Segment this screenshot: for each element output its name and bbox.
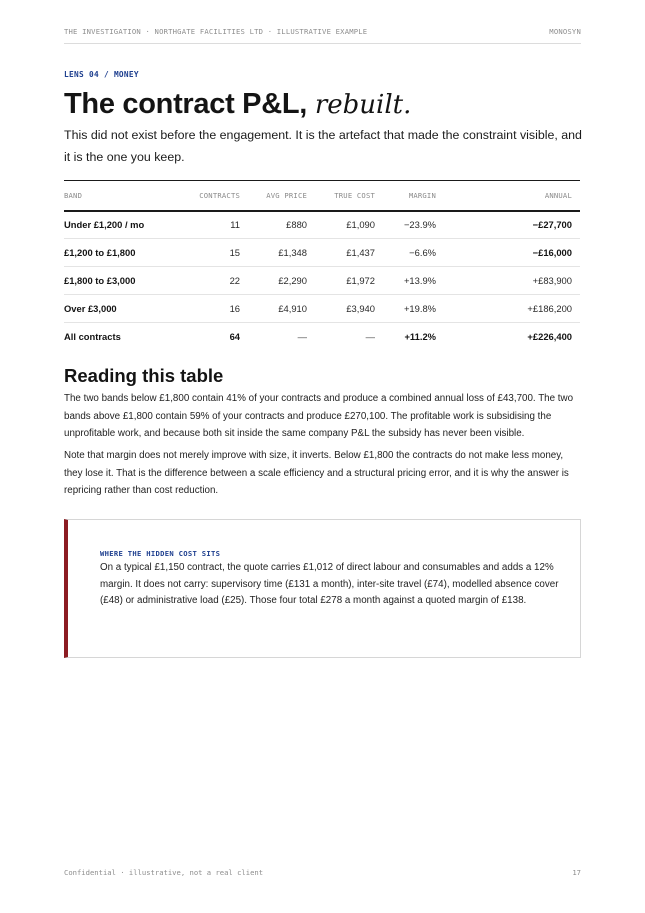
contracts-cell: 16: [197, 295, 248, 323]
margin-cell: −23.9%: [383, 211, 444, 239]
column-header-avg-price: AVG PRICE: [248, 181, 315, 211]
margin-cell: +13.9%: [383, 267, 444, 295]
total-annual-cell: +£226,400: [527, 331, 572, 343]
callout-box: [64, 519, 581, 658]
contracts-cell: 11: [197, 211, 248, 239]
page-number: 17: [572, 868, 581, 877]
total-band-cell: All contracts: [64, 331, 121, 343]
true-cost-cell: £1,972: [315, 267, 383, 295]
table-total-row: [64, 323, 580, 351]
margin-cell: +19.8%: [383, 295, 444, 323]
table-row: [64, 211, 580, 239]
callout-text: On a typical £1,150 contract, the quote carries £1,012 of direct labour and consumables and adds a 12% margin. It does not carry: supervisory time (£131 a month), inter-site travel (£74), modelled absence cover (£48) or administrative load (£25). Those four total £278 a month against a quoted margin of £138.: [100, 562, 559, 606]
column-header-band: BAND: [64, 181, 197, 211]
true-cost-cell: £3,940: [315, 295, 383, 323]
total-avg-price-cell: —: [297, 331, 307, 343]
contract-pl-table: [64, 180, 580, 351]
callout-label: WHERE THE HIDDEN COST SITS: [100, 549, 221, 558]
body-paragraph: Note that margin does not merely improve with size, it inverts. Below £1,800 the contracts do not make less money, they lose it. That is the difference between a scale efficiency and a structural pricing error, and it is why the answer is repricing rather than cost reduction.: [64, 450, 569, 496]
contracts-cell: 15: [197, 239, 248, 267]
table-row: [64, 239, 580, 267]
band-cell: £1,200 to £1,800: [64, 239, 197, 267]
band-cell: Over £3,000: [64, 295, 197, 323]
avg-price-cell: £1,348: [248, 239, 315, 267]
avg-price-cell: £2,290: [248, 267, 315, 295]
running-header-brand: MONOSYN: [549, 27, 581, 36]
column-header-annual: ANNUAL: [444, 181, 580, 211]
page-title: [64, 88, 411, 121]
page-footer: [64, 868, 581, 877]
avg-price-cell: £880: [248, 211, 315, 239]
band-cell: Under £1,200 / mo: [64, 211, 197, 239]
total-true-cost-cell: —: [365, 331, 375, 343]
margin-cell: −6.6%: [383, 239, 444, 267]
column-header-margin: MARGIN: [383, 181, 444, 211]
table-header-row: [64, 181, 580, 211]
true-cost-cell: £1,437: [315, 239, 383, 267]
column-header-true-cost: TRUE COST: [315, 181, 383, 211]
annual-cell: +£186,200: [444, 295, 580, 323]
annual-cell: +£83,900: [444, 267, 580, 295]
table-row: [64, 295, 580, 323]
true-cost-cell: £1,090: [315, 211, 383, 239]
footer-note: Confidential · illustrative, not a real client: [64, 868, 264, 877]
table-row: [64, 267, 580, 295]
section-heading: Reading this table: [64, 365, 224, 386]
header-divider: [64, 43, 581, 44]
lens-label: LENS 04 / MONEY: [64, 70, 139, 79]
running-header-left: THE INVESTIGATION · NORTHGATE FACILITIES LTD · ILLUSTRATIVE EXAMPLE: [64, 27, 368, 36]
running-header: [64, 27, 581, 36]
total-margin-cell: +11.2%: [404, 331, 436, 343]
avg-price-cell: £4,910: [248, 295, 315, 323]
page-title-main: The contract P&L,: [64, 88, 315, 120]
contracts-cell: 22: [197, 267, 248, 295]
body-paragraph: The two bands below £1,800 contain 41% of your contracts and produce a combined annual loss of £43,700. The two bands above £1,800 contain 59% of your contracts and produce £270,100. The profitable work is subsidising the unprofitable work, and because both sit inside the same company P&L the subsidy has never been visible.: [64, 393, 574, 439]
column-header-contracts: CONTRACTS: [197, 181, 248, 211]
annual-cell: −£16,000: [444, 239, 580, 267]
total-contracts-cell: 64: [229, 331, 240, 343]
annual-cell: −£27,700: [444, 211, 580, 239]
intro-paragraph: This did not exist before the engagement. It is the artefact that made the constraint visible, and it is the one you keep.: [64, 128, 582, 164]
band-cell: £1,800 to £3,000: [64, 267, 197, 295]
page-title-emphasis: rebuilt.: [314, 90, 412, 120]
